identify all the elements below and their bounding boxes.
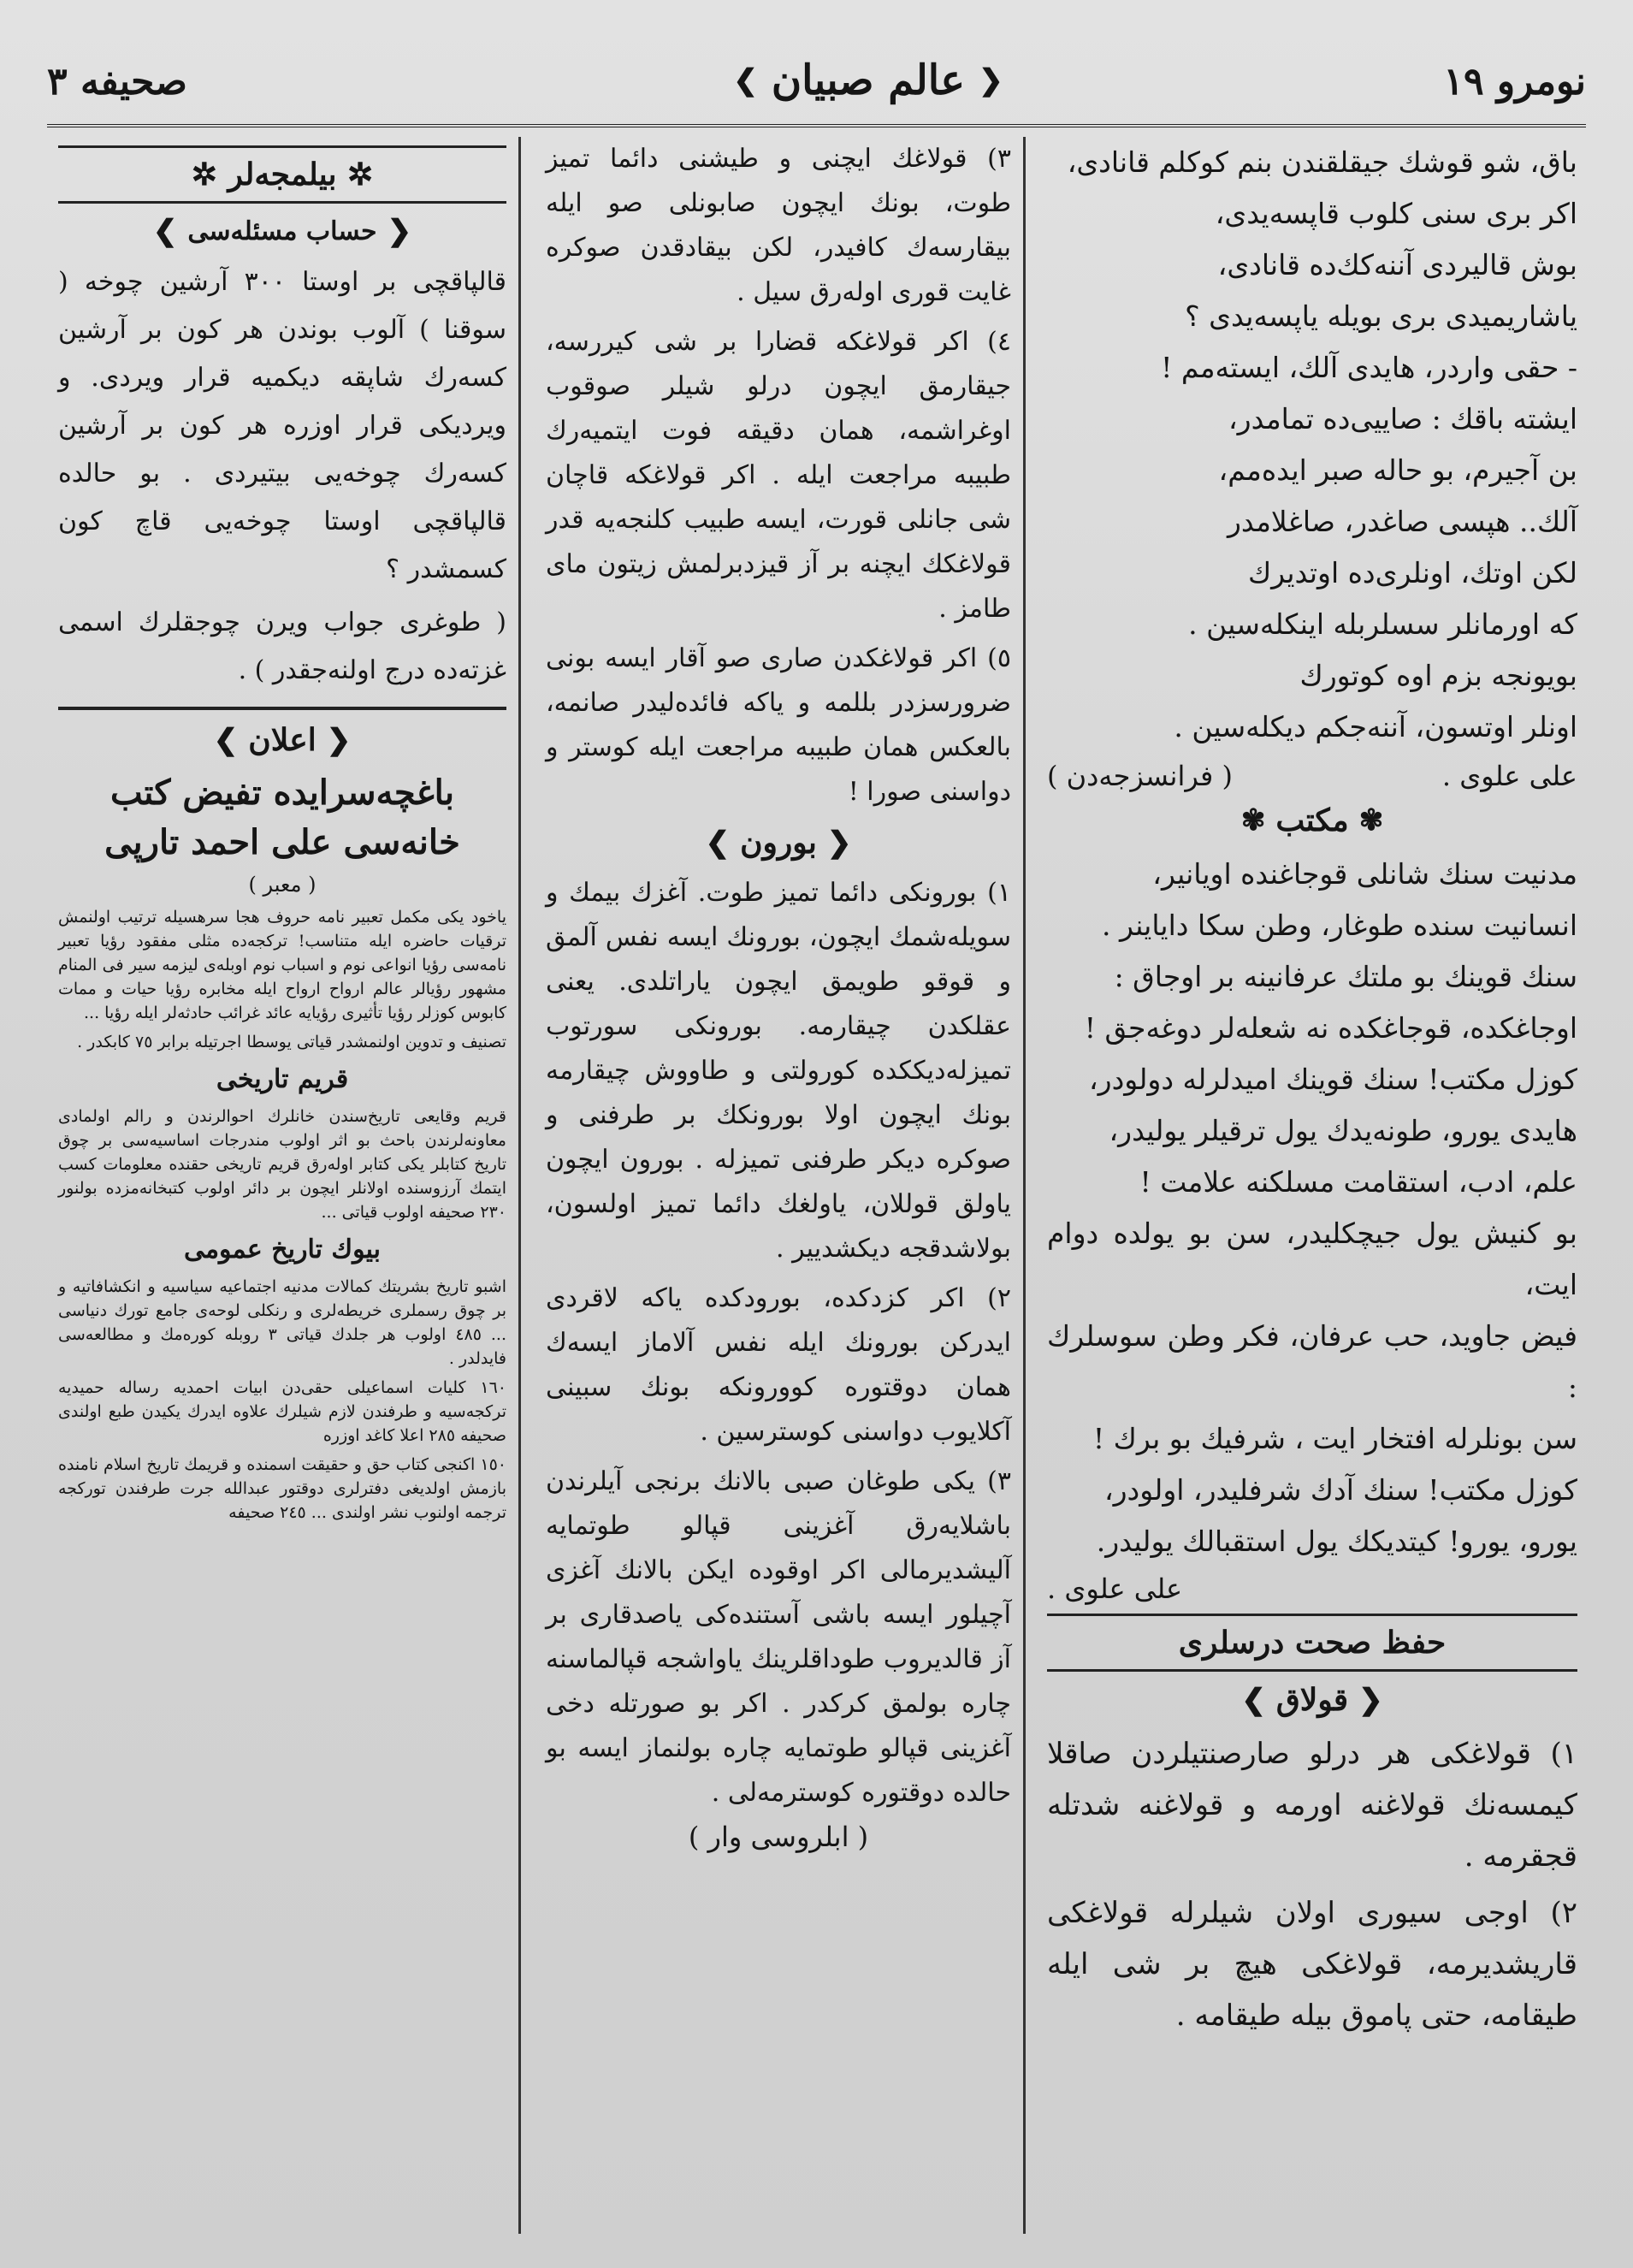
poem-line: آلك.. هپسى صاغدر، صاغلامدر <box>1228 505 1577 538</box>
riddles-heading <box>58 145 506 204</box>
source-note: ( ابلروسى وار ) <box>688 1821 869 1853</box>
mektep-heading <box>1047 802 1577 838</box>
poem-line: كه اورمانلر سسلربله اينكله‌سين . <box>1188 607 1577 641</box>
math-title: حساب مسئله‌سى <box>187 216 377 246</box>
poem-line: ايشته باقك : صاييى‌ده تمامدر، <box>1228 402 1577 435</box>
poem-line: انسانيت سنده طوغار، وطن سكا داياينر . <box>1102 909 1577 942</box>
poem <box>1047 137 1577 792</box>
poem-source: ( فرانسزجه‌دن ) <box>1047 760 1233 792</box>
crimea-title: قريم تاريخى <box>216 1064 349 1094</box>
list-item: ١٦٠ كليات اسماعيلى حقى‌دن ابيات احمديه رساله حميديه تركجه‌سيه و طرفندن لازم شيلرك علاوه ايدرك يكيدن طبع اولندى صحيفه ٢٨٥ اعلا كاغد اوزره <box>58 1378 506 1445</box>
poem-credit <box>1047 760 1577 792</box>
poem-line: - حقى واردر، هايدى آلك، ايسته‌مم ! <box>1161 351 1577 384</box>
paragraph: ٢) اكر كزدكده، بورودكده ياكه لاقردى ايدركن بورونك ايله نفس آلاماز ايسه‌ك همان دوقتوره كوورونكه بونك سبينى آكلايوب دواسنى كوسترسين . <box>546 1283 1011 1447</box>
poem-line: بن آجيرم، بو حاله صبر ايده‌مم، <box>1218 453 1577 487</box>
poem-line: كوزل مكتب! سنك آدك شرفليدر، اولودر، <box>1103 1473 1577 1507</box>
poem-line: بو كنيش يول جيچكليدر، سن بو يولده دوام ايت، <box>1047 1217 1577 1301</box>
poem-line: بوش قاليردى آننه‌كك‌ده قانادى، <box>1217 248 1577 281</box>
ornament-icon: ✾ <box>1240 803 1266 838</box>
paragraph: ٣) قولاغك ايچنى و طيشنى دائما تميز طوت، بونك ايچون صابونلى صو ايله بيقارسه‌ك كافيدر، لكن بيقادقدن صوكره غايت قورى اوله‌رق سيل . <box>546 144 1011 307</box>
issue-number: نومرو ١٩ <box>1443 59 1586 104</box>
ornament-icon: ❯ <box>213 723 239 757</box>
ad-title-label: اعلان <box>248 722 317 758</box>
poem-line: سن بونلرله افتخار ايت ، شرفيك بو برك ! <box>1092 1422 1577 1455</box>
crimea-heading <box>58 1064 506 1094</box>
paragraph: ٥) اكر قولاغكدن صارى صو آقار ايسه بونى ضرورسزدر بللمه و ياكه فائده‌ليدر صانمه، بالعكس همان طبيبه مراجعت ايله كوستر و دواسنى صورا ! <box>546 643 1011 807</box>
poem-line: سنك قوينك بو ملتك عرفانينه بر اوجاق : <box>1114 960 1577 993</box>
paragraph: قريم وقايعى تاريخ‌سندن خانلرك احوالرندن و رالم اولمادى معاونه‌لرندن باحث بو اثر اولوب مندرجات اساسيه‌سى بر چوق تاريخ كتابلر يكى كتابر اوله‌رق قريم تاريخى حقنده معلومات كسب ايتمك آرزوسنده اولانلر ايچون بر دائر اولوب كتبخانه‌مزده بولنور ٢٣٠ صحيفه اولوب قياتى ... <box>58 1107 506 1222</box>
ornament-icon: ❮ <box>326 723 352 757</box>
poem-line: لكن اوتك، اونلرى‌ده اوتديرك <box>1247 556 1577 589</box>
page-number: صحيفه ٣ <box>47 59 187 104</box>
mektep-poem <box>1047 849 1577 1605</box>
paragraph: قالپاقچى بر اوستا ٣٠٠ آرشين چوخه ( سوقنا ) آلوب بوندن هر كون بر آرشين كسه‌رك شاپقه ديكميه قرار ويردى. و ويرديكى قرار اوزره هر كون بر آرشين كسه‌رك چوخه‌يى بيتيردى . بو حالده قالپاقچى اوستا چوخه‌يى قاچ كون كسمشدر ؟ <box>58 267 506 584</box>
poem-line: يورو، يورو! كيتديكك يول استقبالك يوليدر. <box>1096 1525 1577 1558</box>
ornament-icon: ❮ <box>826 826 852 860</box>
paragraph: اشبو تاريخ بشريتك كمالات مدنيه اجتماعيه سياسيه و انكشافاتيه و بر چوق رسملرى خريطه‌لرى و رنكلى لوحه‌ى جامع تورك دنياسى ... ٤٨٥ اولوب هر جلدك قياتى ٣ روبله كوره‌مك و مطالعه‌سى فايدلدر . <box>58 1277 506 1368</box>
riddles-title: بيلمجه‌لر <box>228 157 337 192</box>
nose-heading <box>546 825 1011 861</box>
general-heading <box>58 1235 506 1264</box>
ornament-icon: ❯ <box>733 63 758 98</box>
star-icon: ✲ <box>336 157 374 192</box>
poem-line: اوجاغكده، قوجاغكده نه شعله‌لر دوغه‌جق ! <box>1084 1011 1577 1045</box>
ornament-icon: ✾ <box>1358 803 1384 838</box>
ornament-icon: ❯ <box>705 826 731 860</box>
ad-heading <box>58 722 506 758</box>
ad-subtitle: ( معبر ) <box>248 873 317 897</box>
mektep-author: على علوى . <box>1047 1572 1183 1605</box>
page-header <box>47 43 1586 120</box>
paragraph: ٢) اوجى سيورى اولان شيلرله قولاغكى قاريشديرمه، قولاغكى هيچ بر شى ايله طيقامه، حتى پاموق بيله طيقامه . <box>1047 1896 1577 2033</box>
divider <box>58 707 506 710</box>
paragraph: ٤) اكر قولاغكه قضارا بر شى كيررسه، جيقارمق ايچون درلو شيلر صوقوب اوغراشمه، همان دقيقه فوت ايتميه‌رك طبيبه مراجعت ايله . اكر قولاغكه قاچان شى جانلى قورت، ايسه طبيب كلنجه‌يه قدر قولاغكك ايچنه بر آز قيزدبرلمش زيتون ماى طامز . <box>546 327 1011 624</box>
ornament-icon: ❮ <box>387 214 412 248</box>
header-rule <box>47 124 1586 127</box>
health-heading <box>1047 1614 1577 1672</box>
general-title: بيوك تاريخ عمومى <box>183 1235 382 1264</box>
poem-line: ياشاريميدى برى بويله ياپسه‌يدى ؟ <box>1185 299 1577 333</box>
middle-column <box>534 137 1026 2234</box>
newspaper-title: عالم صبيان <box>771 56 966 104</box>
poem-line: كوزل مكتب! سنك قوينك اميدلرله دولودر، <box>1089 1063 1577 1096</box>
left-column <box>46 137 521 2234</box>
poem-line: علم، ادب، استقامت مسلكنه علامت ! <box>1139 1165 1577 1199</box>
paragraph: تصنيف و تدوين اولنمشدر قياتى يوسطا اجرتيله برابر ٧٥ كابكدر . <box>77 1033 506 1051</box>
paragraph: ياخود يكى مكمل تعبير نامه حروف هجا سرهسيله ترتيب اولنمش ترقيات حاضره ايله متناسب! تركجه‌ده مثلى مفقود رؤيا تعبير نامه‌سى رؤيا انواعى نوم و اسباب نوم اوبله‌ى ليزمه سير فى المنام مشهور رؤيالر عالم ارواح ارواح ايله مخابره رؤيا حيات و ممات كابوس كوزلر رؤيا تأثيرى رؤيايه عائد غرائب حادثه‌لر ايله رؤيا ... <box>58 908 506 1022</box>
poem-line: فيض جاويد، حب عرفان، فكر وطن سوسلرك : <box>1047 1319 1577 1404</box>
ear-heading <box>1047 1682 1577 1718</box>
ad-title: باغچه‌سرايده تفيض كتب خانه‌سى على احمد تارپى <box>104 773 460 862</box>
poem-line: هايدى يورو، طونه‌يدك يول ترقيلر يوليدر، <box>1109 1114 1577 1147</box>
poem-line: اونلر اوتسون، آننه‌جكم ديكله‌سين . <box>1174 710 1577 743</box>
poem-line: اكر برى سنى كلوب قاپسه‌يدى، <box>1215 197 1577 230</box>
list-item: ١٥٠ اكنجى كتاب حق و حقيقت اسمنده و قريمك تاريخ اسلام نامنده بازمش اولديغى دفترلرى دوقتور عبدالله جرت طرفندن توركجه ترجمه اولنوب نشر اولندى ... ٢٤٥ صحيفه <box>58 1455 506 1522</box>
poem-line: مدنيت سنك شانلى قوجاغنده اويانير، <box>1152 857 1577 891</box>
ear-title: قولاق <box>1275 1682 1349 1718</box>
star-icon: ✲ <box>191 157 217 192</box>
nose-title: بورون <box>740 825 817 861</box>
paragraph: ١) بورونكى دائما تميز طوت. آغزك بيمك و سويله‌شمك ايچون، بورونك ايسه نفس آلمق و قوقو طويمق ايچون ياراتلدى. يعنى عقلكدن چيقارمه. بورونكى سورتوب تميزله‌ديككده كورولتى و طاووش چيقارمه بونك ايچون اولا بورونكك بر طرفنى و صوكره ديكر طرفنى تميزله . بورون ايچون ياولق قوللان، ياولغك دائما تميز اولسون، بولاشدقجه ديكشديير . <box>546 878 1011 1264</box>
paragraph: ( طوغرى جواب ويرن چوجقلرك اسمى غزته‌ده درج اولنه‌جقدر ) . <box>58 607 506 685</box>
poem-line: باق، شو قوشك جيقلقندن بنم كوكلم قانادى، <box>1067 145 1577 179</box>
mektep-title: مكتب <box>1275 802 1349 838</box>
math-heading <box>58 214 506 248</box>
ornament-icon: ❯ <box>1241 1683 1266 1717</box>
poem-line: بويونجه بزم اوه كوتورك <box>1299 659 1577 692</box>
poem-author: على علوى . <box>1441 760 1577 792</box>
right-column <box>1038 137 1586 2234</box>
paragraph: ١) قولاغكى هر درلو صارصنتيلردن صاقلا كيمسه‌نك قولاغنه اورمه و قولاغنه شدتله قجقرمه . <box>1047 1737 1577 1874</box>
ornament-icon: ❮ <box>979 63 1003 98</box>
ornament-icon: ❮ <box>1358 1683 1383 1717</box>
ornament-icon: ❯ <box>152 214 178 248</box>
masthead <box>697 43 1039 118</box>
health-title: حفظ صحت درسلرى <box>1178 1625 1447 1661</box>
paragraph: ٣) يكى طوغان صبى بالانك برنجى آيلرندن باشلايه‌رق آغزينى قپالو طوتمايه آليشديرمالى اكر اوقوده ايكن بالانك آغزى آچيلور ايسه باشى آستنده‌كى ياصدقارى بر آز قالديروب طوداقلرينك ياواشجه قپالماسنه چاره بولمق كركدر . اكر بو صورتله دخى آغزينى قپالو طوتمايه چاره بولنماز ايسه بو حالده دوقتوره كوسترمه‌لى . <box>546 1466 1011 1808</box>
